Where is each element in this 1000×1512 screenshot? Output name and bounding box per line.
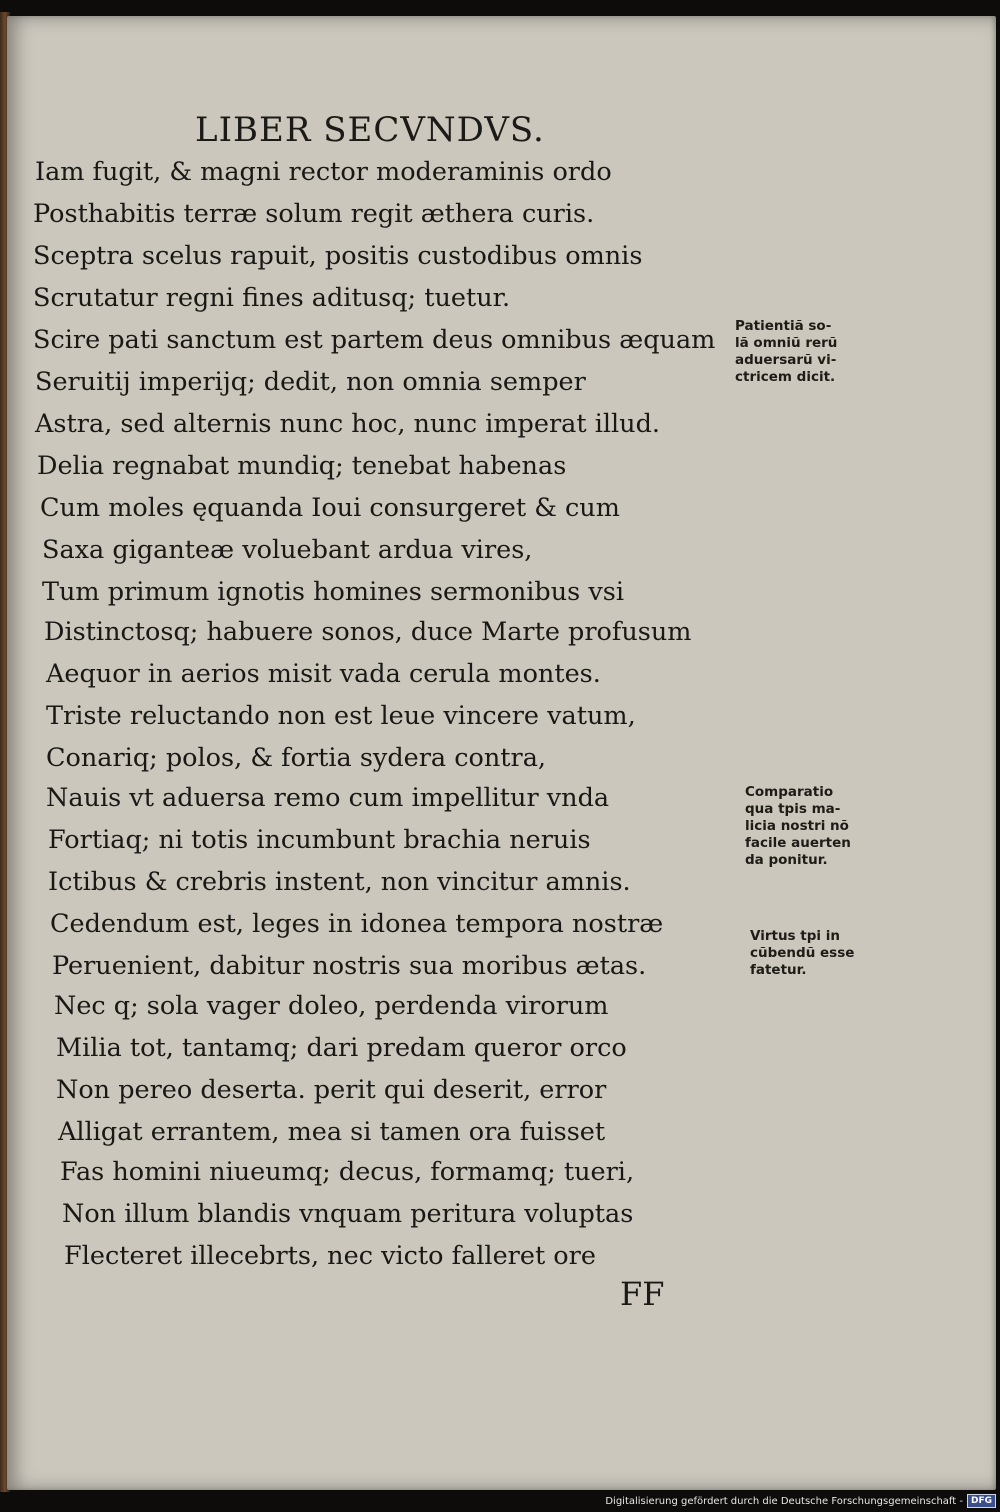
verse-line: Alligat errantem, mea si tamen ora fuisset	[58, 1117, 606, 1147]
verse-line: Distinctosq; habuere sonos, duce Marte profusum	[44, 617, 692, 647]
verse-line: Ictibus & crebris instent, non vincitur amnis.	[48, 867, 631, 897]
marginal-note-line: aduersarũ vi-	[735, 352, 837, 368]
marginal-note-line: Patientiã so-	[735, 318, 832, 334]
marginal-note-line: ctricem dicit.	[735, 369, 836, 385]
verse-line: Triste reluctando non est leue vincere vatum,	[46, 701, 636, 731]
verse-line: Cedendum est, leges in idonea tempora nostræ	[50, 909, 664, 939]
marginal-note-line: fatetur.	[750, 962, 807, 978]
verse-line: Nec q; sola vager doleo, perdenda virorum	[54, 991, 609, 1021]
verse-line: Scrutatur regni fines aditusq; tuetur.	[33, 283, 511, 313]
credit-text: Digitalisierung gefördert durch die Deutsche Forschungsgemeinschaft -	[605, 1495, 963, 1507]
marginal-note-line: da ponitur.	[745, 852, 828, 868]
verse-line: Conariq; polos, & fortia sydera contra,	[46, 743, 547, 773]
verse-line: Posthabitis terræ solum regit æthera curis.	[33, 199, 595, 229]
marginal-note-line: cũbendũ esse	[750, 945, 855, 961]
verse-line: Sceptra scelus rapuit, positis custodibus omnis	[33, 241, 643, 271]
marginal-note-line: Virtus tpi in	[750, 928, 840, 944]
verse-line: Iam fugit, & magni rector moderaminis ordo	[35, 157, 612, 187]
signature-mark: FF	[620, 1275, 665, 1313]
verse-line: Flecteret illecebrts, nec victo falleret ore	[64, 1241, 596, 1271]
marginal-note	[735, 318, 837, 386]
verse-line: Saxa giganteæ voluebant ardua vires,	[42, 535, 533, 565]
verse-line: Seruitij imperijq; dedit, non omnia semper	[35, 367, 586, 397]
verse-line: Aequor in aerios misit vada cerula montes.	[46, 659, 601, 689]
verse-line: Astra, sed alternis nunc hoc, nunc imperat illud.	[35, 409, 661, 439]
verse-line: Milia tot, tantamq; dari predam queror orco	[56, 1033, 627, 1063]
marginal-note-line: lã omniũ rerũ	[735, 335, 838, 351]
verse-line: Fortiaq; ni totis incumbunt brachia neruis	[48, 825, 591, 855]
marginal-note-line: licia nostri nõ	[745, 818, 849, 834]
verse-line: Delia regnabat mundiq; tenebat habenas	[37, 451, 567, 481]
verse-line: Cum moles ęquanda Ioui consurgeret & cum	[40, 493, 620, 523]
page-heading: LIBER SECVNDVS.	[195, 110, 545, 150]
verse-line: Non pereo deserta. perit qui deserit, error	[56, 1075, 607, 1105]
marginal-note-line: qua tpis ma-	[745, 801, 841, 817]
marginal-note	[745, 784, 851, 869]
verse-line: Scire pati sanctum est partem deus omnibus æquam	[33, 325, 716, 355]
verse-line: Nauis vt aduersa remo cum impellitur vnda	[46, 783, 610, 813]
verse-line: Peruenient, dabitur nostris sua moribus ætas.	[52, 951, 647, 981]
verse-line: Tum primum ignotis homines sermonibus vsi	[42, 577, 625, 607]
dfg-logo: DFG	[967, 1494, 996, 1508]
marginal-note-line: facile auerten	[745, 835, 851, 851]
marginal-note	[750, 928, 854, 979]
verse-line: Non illum blandis vnquam peritura voluptas	[62, 1199, 634, 1229]
digitization-credit	[605, 1492, 996, 1510]
marginal-note-line: Comparatio	[745, 784, 834, 800]
verse-line: Fas homini niueumq; decus, formamq; tueri,	[60, 1157, 635, 1187]
